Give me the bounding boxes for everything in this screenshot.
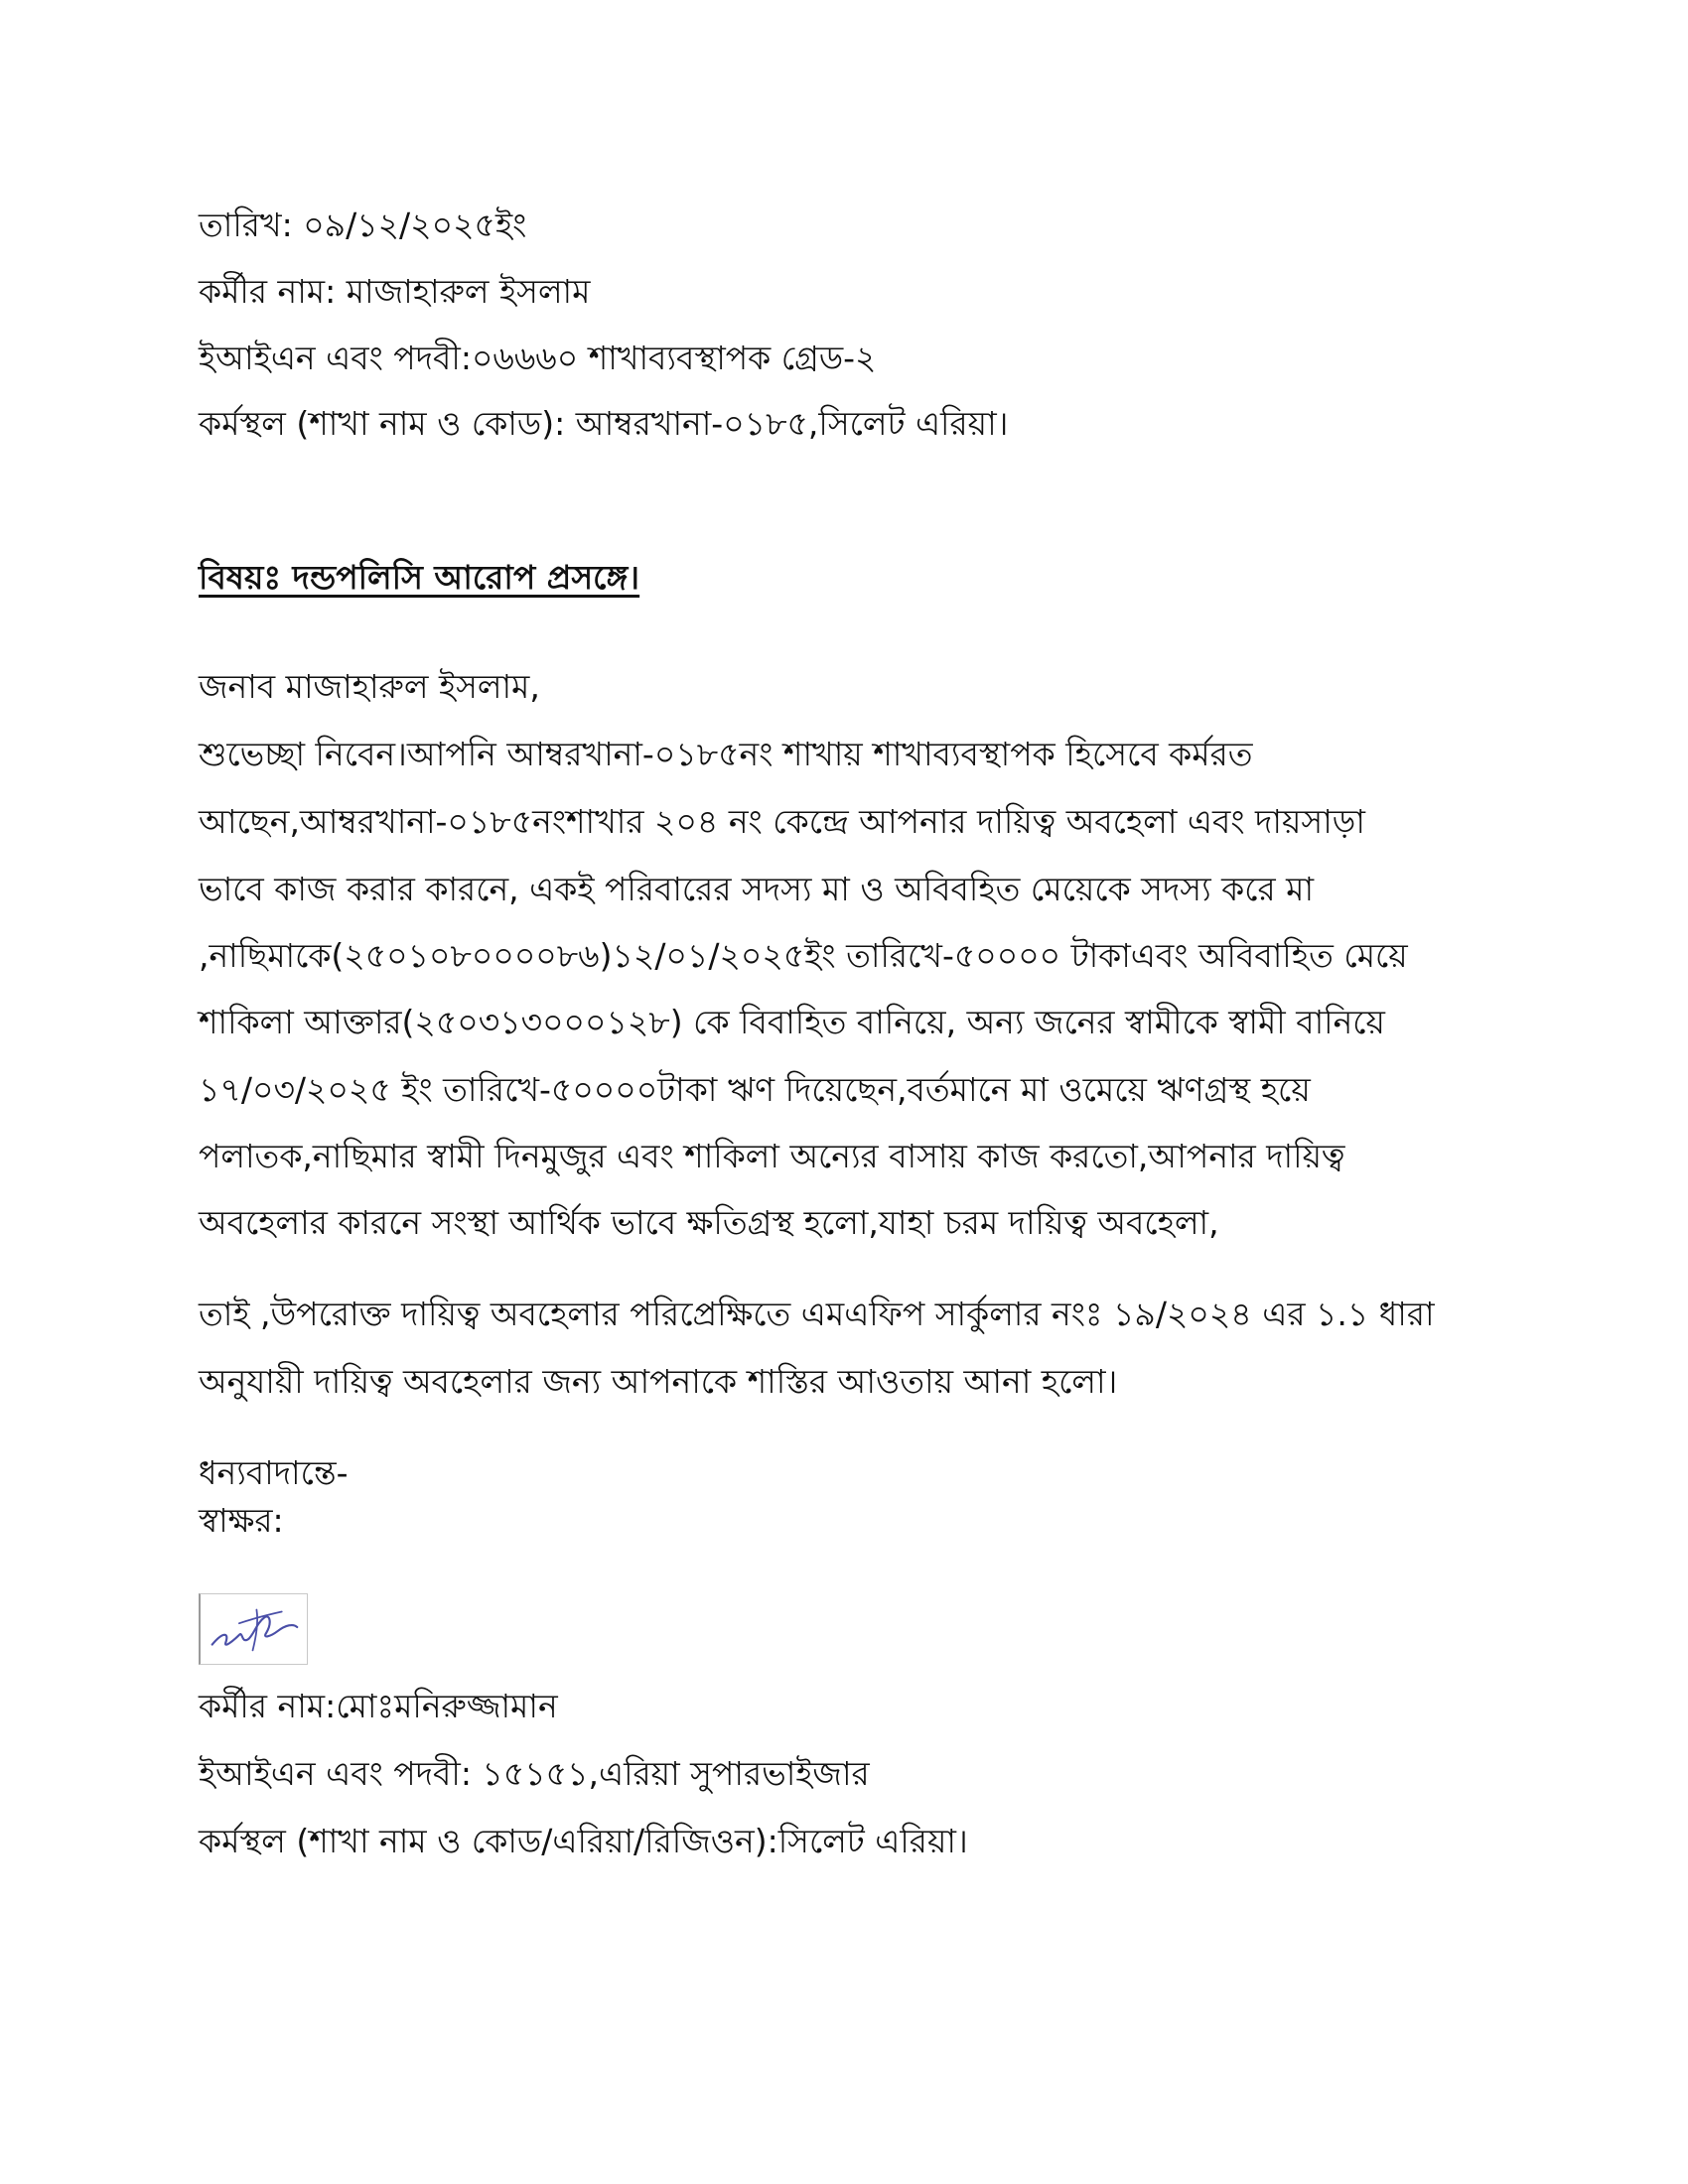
signatory-name: কর্মীর নাম:মোঃমনিরুজ্জামান <box>199 1687 558 1725</box>
header-ein-designation: ইআইএন এবং পদবী:০৬৬৬০ শাখাব্যবস্থাপক গ্রেড-২ <box>199 339 877 377</box>
body-line: ,নাছিমাকে(২৫০১০৮০০০০৮৬)১২/০১/২০২৫ইং তারিখে-৫০০০০ টাকাএবং অবিবাহিত মেয়ে <box>199 936 1408 975</box>
header-workplace: কর্মস্থল (শাখা নাম ও কোড): আম্বরখানা-০১৮৫,সিলেট এরিয়া। <box>199 404 1009 443</box>
header-employee-name: কর্মীর নাম: মাজাহারুল ইসলাম <box>199 272 591 311</box>
signature-image <box>199 1593 308 1665</box>
header-date: তারিখ: ০৯/১২/২০২৫ইং <box>199 205 527 244</box>
body-line: শাকিলা আক্তার(২৫০৩১৩০০০১২৮) কে বিবাহিত বানিয়ে, অন্য জনের স্বামীকে স্বামী বানিয়ে <box>199 1003 1385 1041</box>
body-line: শুভেচ্ছা নিবেন।আপনি আম্বরখানা-০১৮৫নং শাখায় শাখাব্যবস্থাপক হিসেবে কর্মরত <box>199 735 1253 773</box>
subject-line: বিষয়ঃ দন্ডপলিসি আরোপ প্রসঙ্গে। <box>199 558 640 597</box>
body-line: আছেন,আম্বরখানা-০১৮৫নংশাখার ২০৪ নং কেন্দ্রে আপনার দায়িত্ব অবহেলা এবং দায়সাড়া <box>199 802 1365 841</box>
signatory-ein-designation: ইআইএন এবং পদবী: ১৫১৫১,এরিয়া সুপারভাইজার <box>199 1754 870 1793</box>
signature-label: স্বাক্ষর: <box>199 1501 284 1540</box>
body-line: পলাতক,নাছিমার স্বামী দিনমুজুর এবং শাকিলা অন্যের বাসায় কাজ করতো,আপনার দায়িত্ব <box>199 1137 1345 1175</box>
body-line: ভাবে কাজ করার কারনে, একই পরিবারের সদস্য মা ও অবিবহিত মেয়েকে সদস্য করে মা <box>199 870 1315 908</box>
body-line: অবহেলার কারনে সংস্থা আর্থিক ভাবে ক্ষতিগ্রস্থ হলো,যাহা চরম দায়িত্ব অবহেলা, <box>199 1203 1219 1242</box>
salutation: জনাব মাজাহারুল ইসলাম, <box>199 667 540 706</box>
signatory-workplace: কর্মস্থল (শাখা নাম ও কোড/এরিয়া/রিজিওন):সিলেট এরিয়া। <box>199 1822 968 1860</box>
body-line: তাই ,উপরোক্ত দায়িত্ব অবহেলার পরিপ্রেক্ষিতে এমএফিপ সার্কুলার নংঃ ১৯/২০২৪ এর ১.১ ধারা <box>199 1295 1435 1333</box>
body-line: ১৭/০৩/২০২৫ ইং তারিখে-৫০০০০টাকা ঋণ দিয়েছেন,বর্তমানে মা ওমেয়ে ঋণগ্রস্থ হয়ে <box>199 1070 1311 1109</box>
closing-thanks: ধন্যবাদান্তে- <box>199 1453 349 1492</box>
body-line: অনুযায়ী দায়িত্ব অবহেলার জন্য আপনাকে শাস্তির আওতায় আনা হলো। <box>199 1362 1118 1401</box>
